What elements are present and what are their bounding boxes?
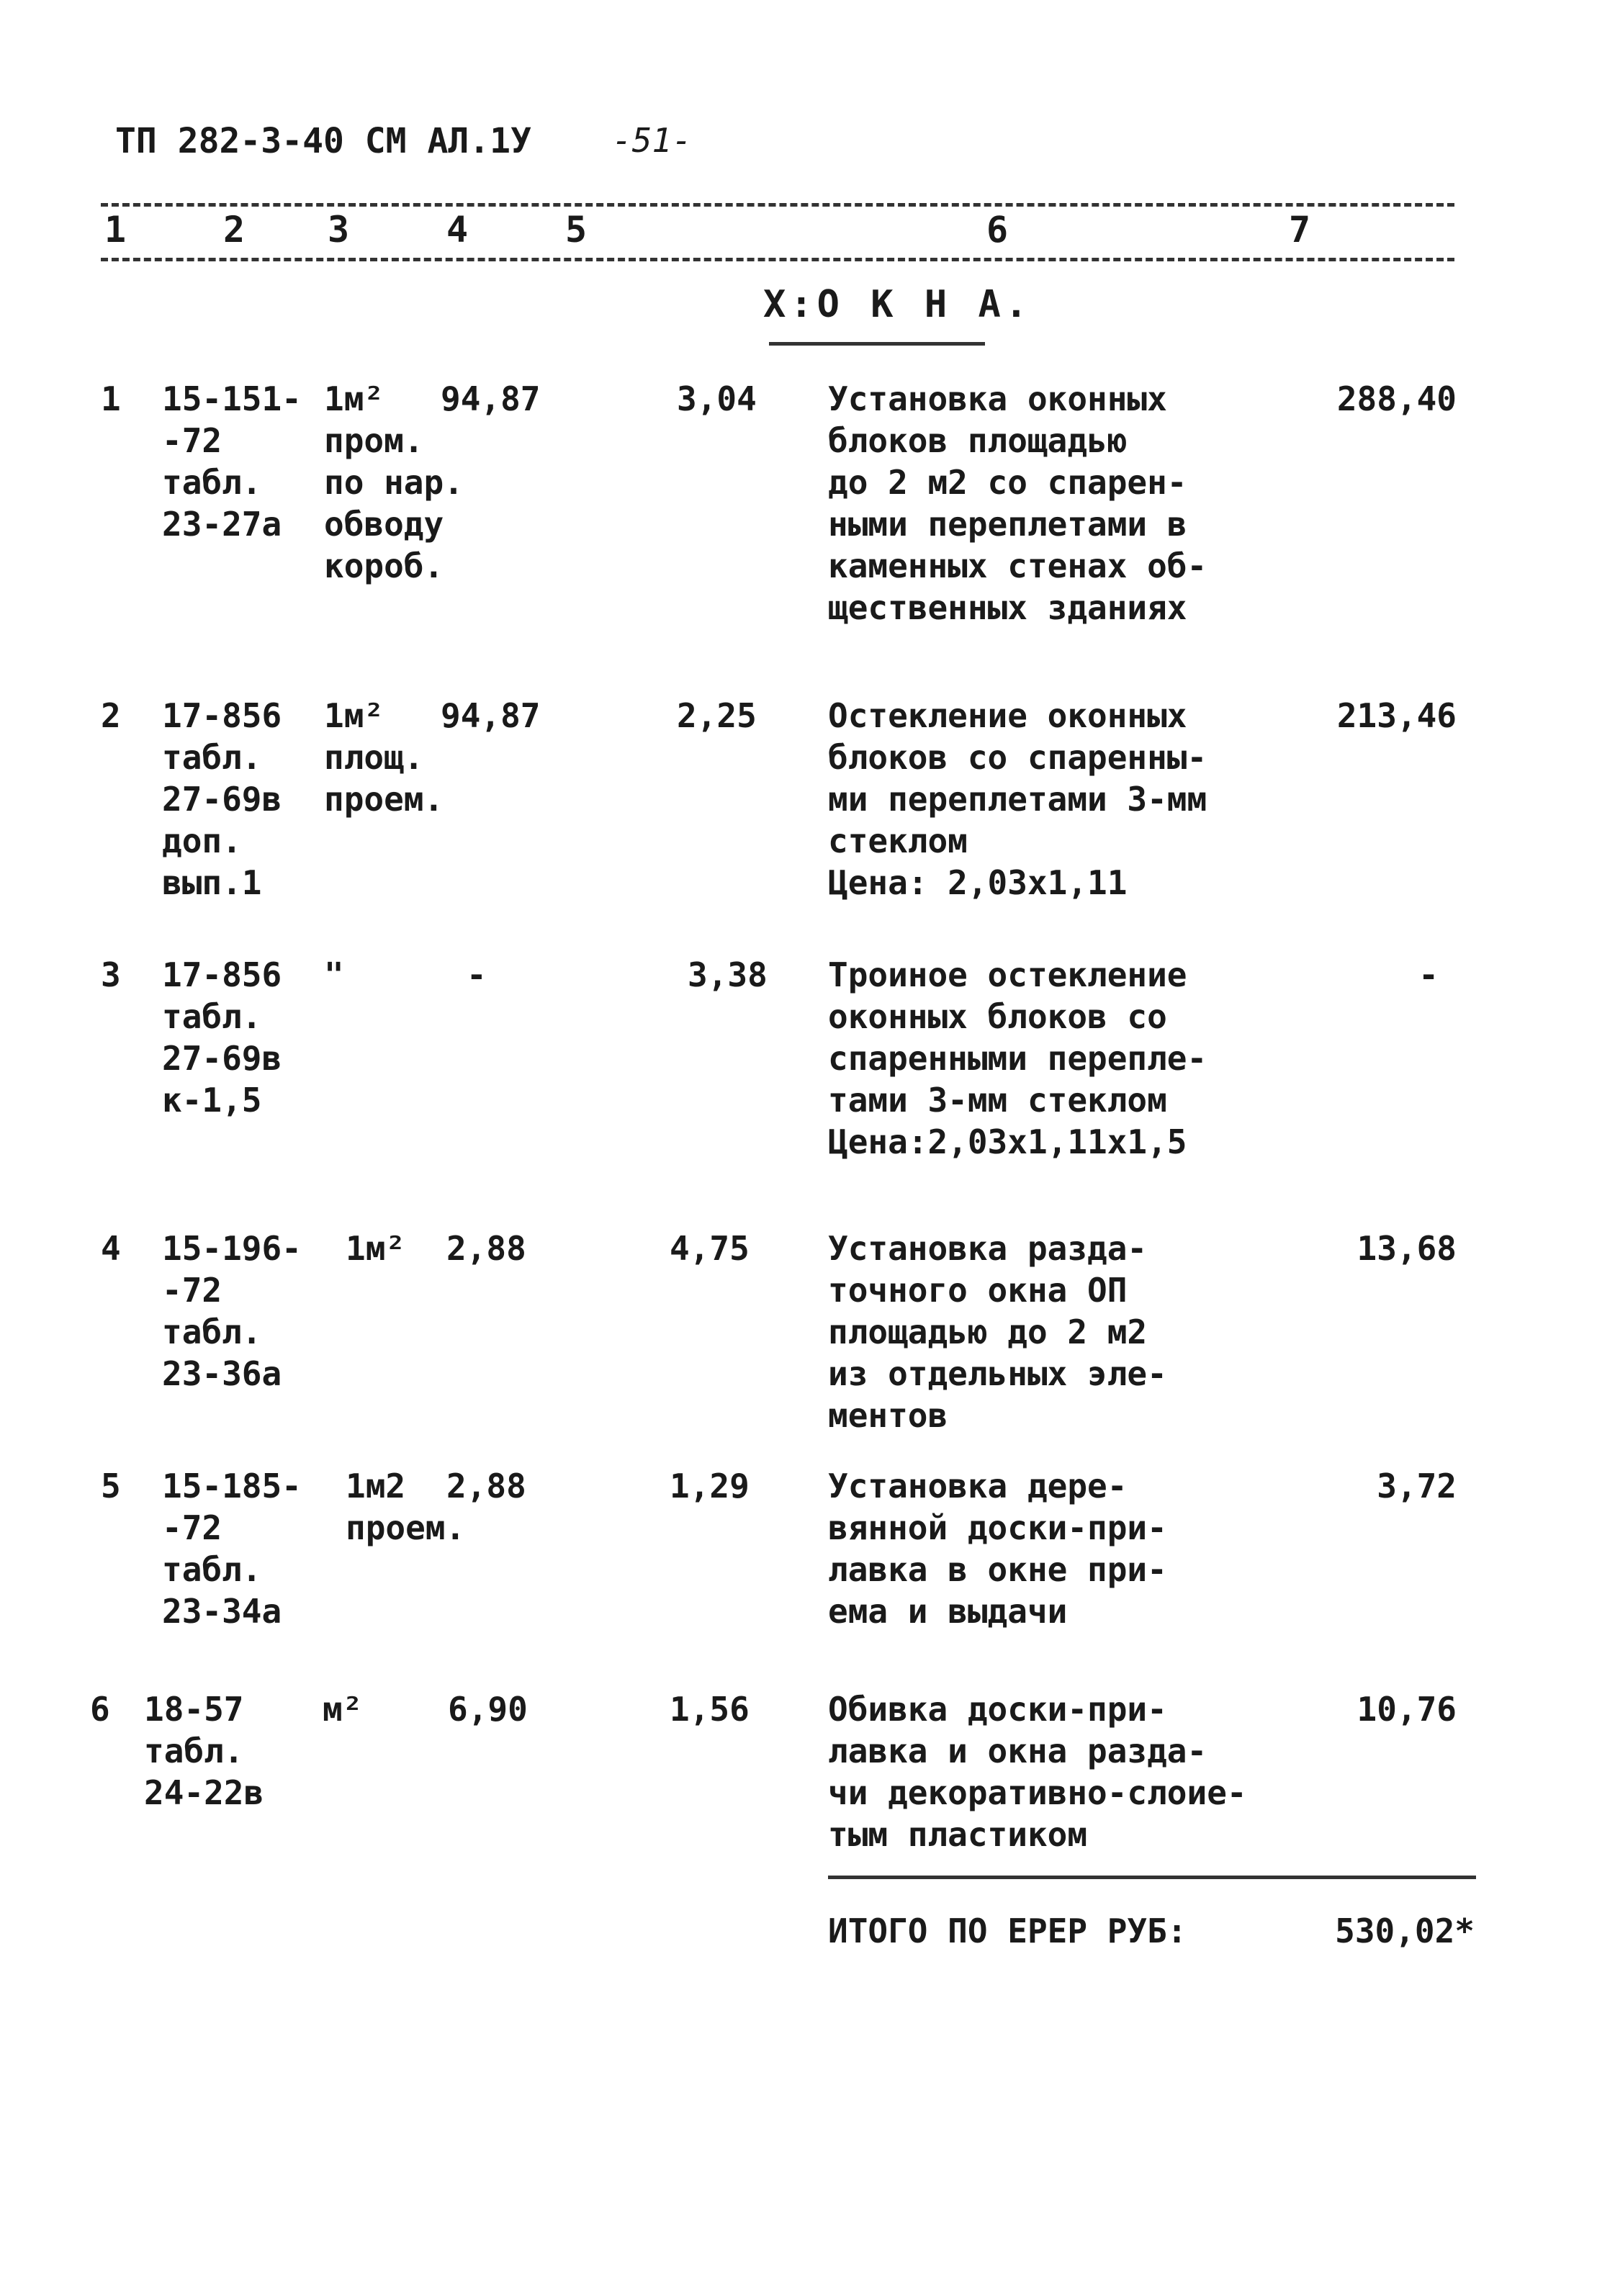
column-number-1: 1: [104, 209, 127, 251]
header-rule-top: [101, 203, 1454, 207]
row-total: 213,46: [1336, 696, 1457, 735]
section-title-underline: [769, 342, 985, 346]
quantity: 6,90: [448, 1690, 528, 1729]
unit-price: 3,38: [688, 955, 768, 994]
work-description: Установка дере- вянной доски-при- лавка в окне при- ема и выдачи: [828, 1467, 1167, 1631]
column-number-5: 5: [565, 209, 588, 251]
row-total: 10,76: [1357, 1690, 1457, 1729]
section-title: Х:О К Н А.: [763, 283, 1033, 326]
norm-code: 15-196- -72 табл. 23-36а: [162, 1229, 302, 1393]
unit-price: 1,56: [670, 1690, 750, 1729]
norm-code: 17-856 табл. 27-69в доп. вып.1: [162, 696, 282, 902]
unit: м²: [323, 1690, 363, 1729]
row-number: 2: [101, 696, 121, 735]
quantity: 2,88: [446, 1229, 526, 1268]
work-description: Остекление оконных блоков со спаренны- ми переплетами 3-мм стеклом Цена: 2,03х1,11: [828, 696, 1207, 902]
unit: 1м²: [346, 1229, 406, 1268]
row-number: 5: [101, 1467, 121, 1505]
header-rule-bottom: [101, 258, 1454, 261]
row-total: 13,68: [1357, 1229, 1457, 1268]
quantity: 2,88: [446, 1467, 526, 1505]
norm-code: 17-856 табл. 27-69в к-1,5: [162, 955, 282, 1120]
row-total: 3,72: [1377, 1467, 1457, 1505]
unit-price: 2,25: [677, 696, 757, 735]
quantity: 94,87: [441, 379, 541, 418]
unit-price: 1,29: [670, 1467, 750, 1505]
column-number-2: 2: [223, 209, 246, 251]
unit: 1м² площ. проем.: [324, 696, 444, 819]
row-total: 288,40: [1336, 379, 1457, 418]
column-number-6: 6: [986, 209, 1009, 251]
unit: ": [324, 955, 344, 994]
summary-value: 530,02*: [1335, 1912, 1475, 1950]
row-number: 4: [101, 1229, 121, 1268]
column-number-3: 3: [328, 209, 350, 251]
unit-price: 3,04: [677, 379, 757, 418]
quantity: 94,87: [441, 696, 541, 735]
column-number-7: 7: [1289, 209, 1311, 251]
norm-code: 15-151- -72 табл. 23-27а: [162, 379, 302, 544]
row-number: 6: [90, 1690, 110, 1729]
page-number: -51-: [612, 121, 692, 160]
row-total: -: [1418, 955, 1439, 994]
work-description: Обивка доски-при- лавка и окна разда- чи декоративно-слоие- тым пластиком: [828, 1690, 1247, 1854]
unit-price: 4,75: [670, 1229, 750, 1268]
work-description: Троиное остекление оконных блоков со спаренными перепле- тами 3-мм стеклом Цена:2,03х1,11х1,5: [828, 955, 1207, 1161]
norm-code: 18-57 табл. 24-22в: [144, 1690, 264, 1812]
row-number: 1: [101, 379, 121, 418]
work-description: Установка оконных блоков площадью до 2 м2 со спарен- ными переплетами в каменных стенах об- щественных зданиях: [828, 379, 1207, 627]
document-code: ТП 282-3-40 СМ АЛ.1У: [115, 121, 531, 161]
summary-rule: [828, 1876, 1476, 1879]
summary-label: ИТОГО ПО ЕРЕР РУБ:: [828, 1912, 1187, 1950]
unit: 1м2 проем.: [346, 1467, 466, 1547]
column-number-4: 4: [446, 209, 469, 251]
unit: 1м² пром. по нар. обводу короб.: [324, 379, 464, 585]
row-number: 3: [101, 955, 121, 994]
work-description: Установка разда- точного окна ОП площадью до 2 м2 из отдельных эле- ментов: [828, 1229, 1167, 1435]
norm-code: 15-185- -72 табл. 23-34а: [162, 1467, 302, 1631]
quantity: -: [467, 955, 487, 994]
